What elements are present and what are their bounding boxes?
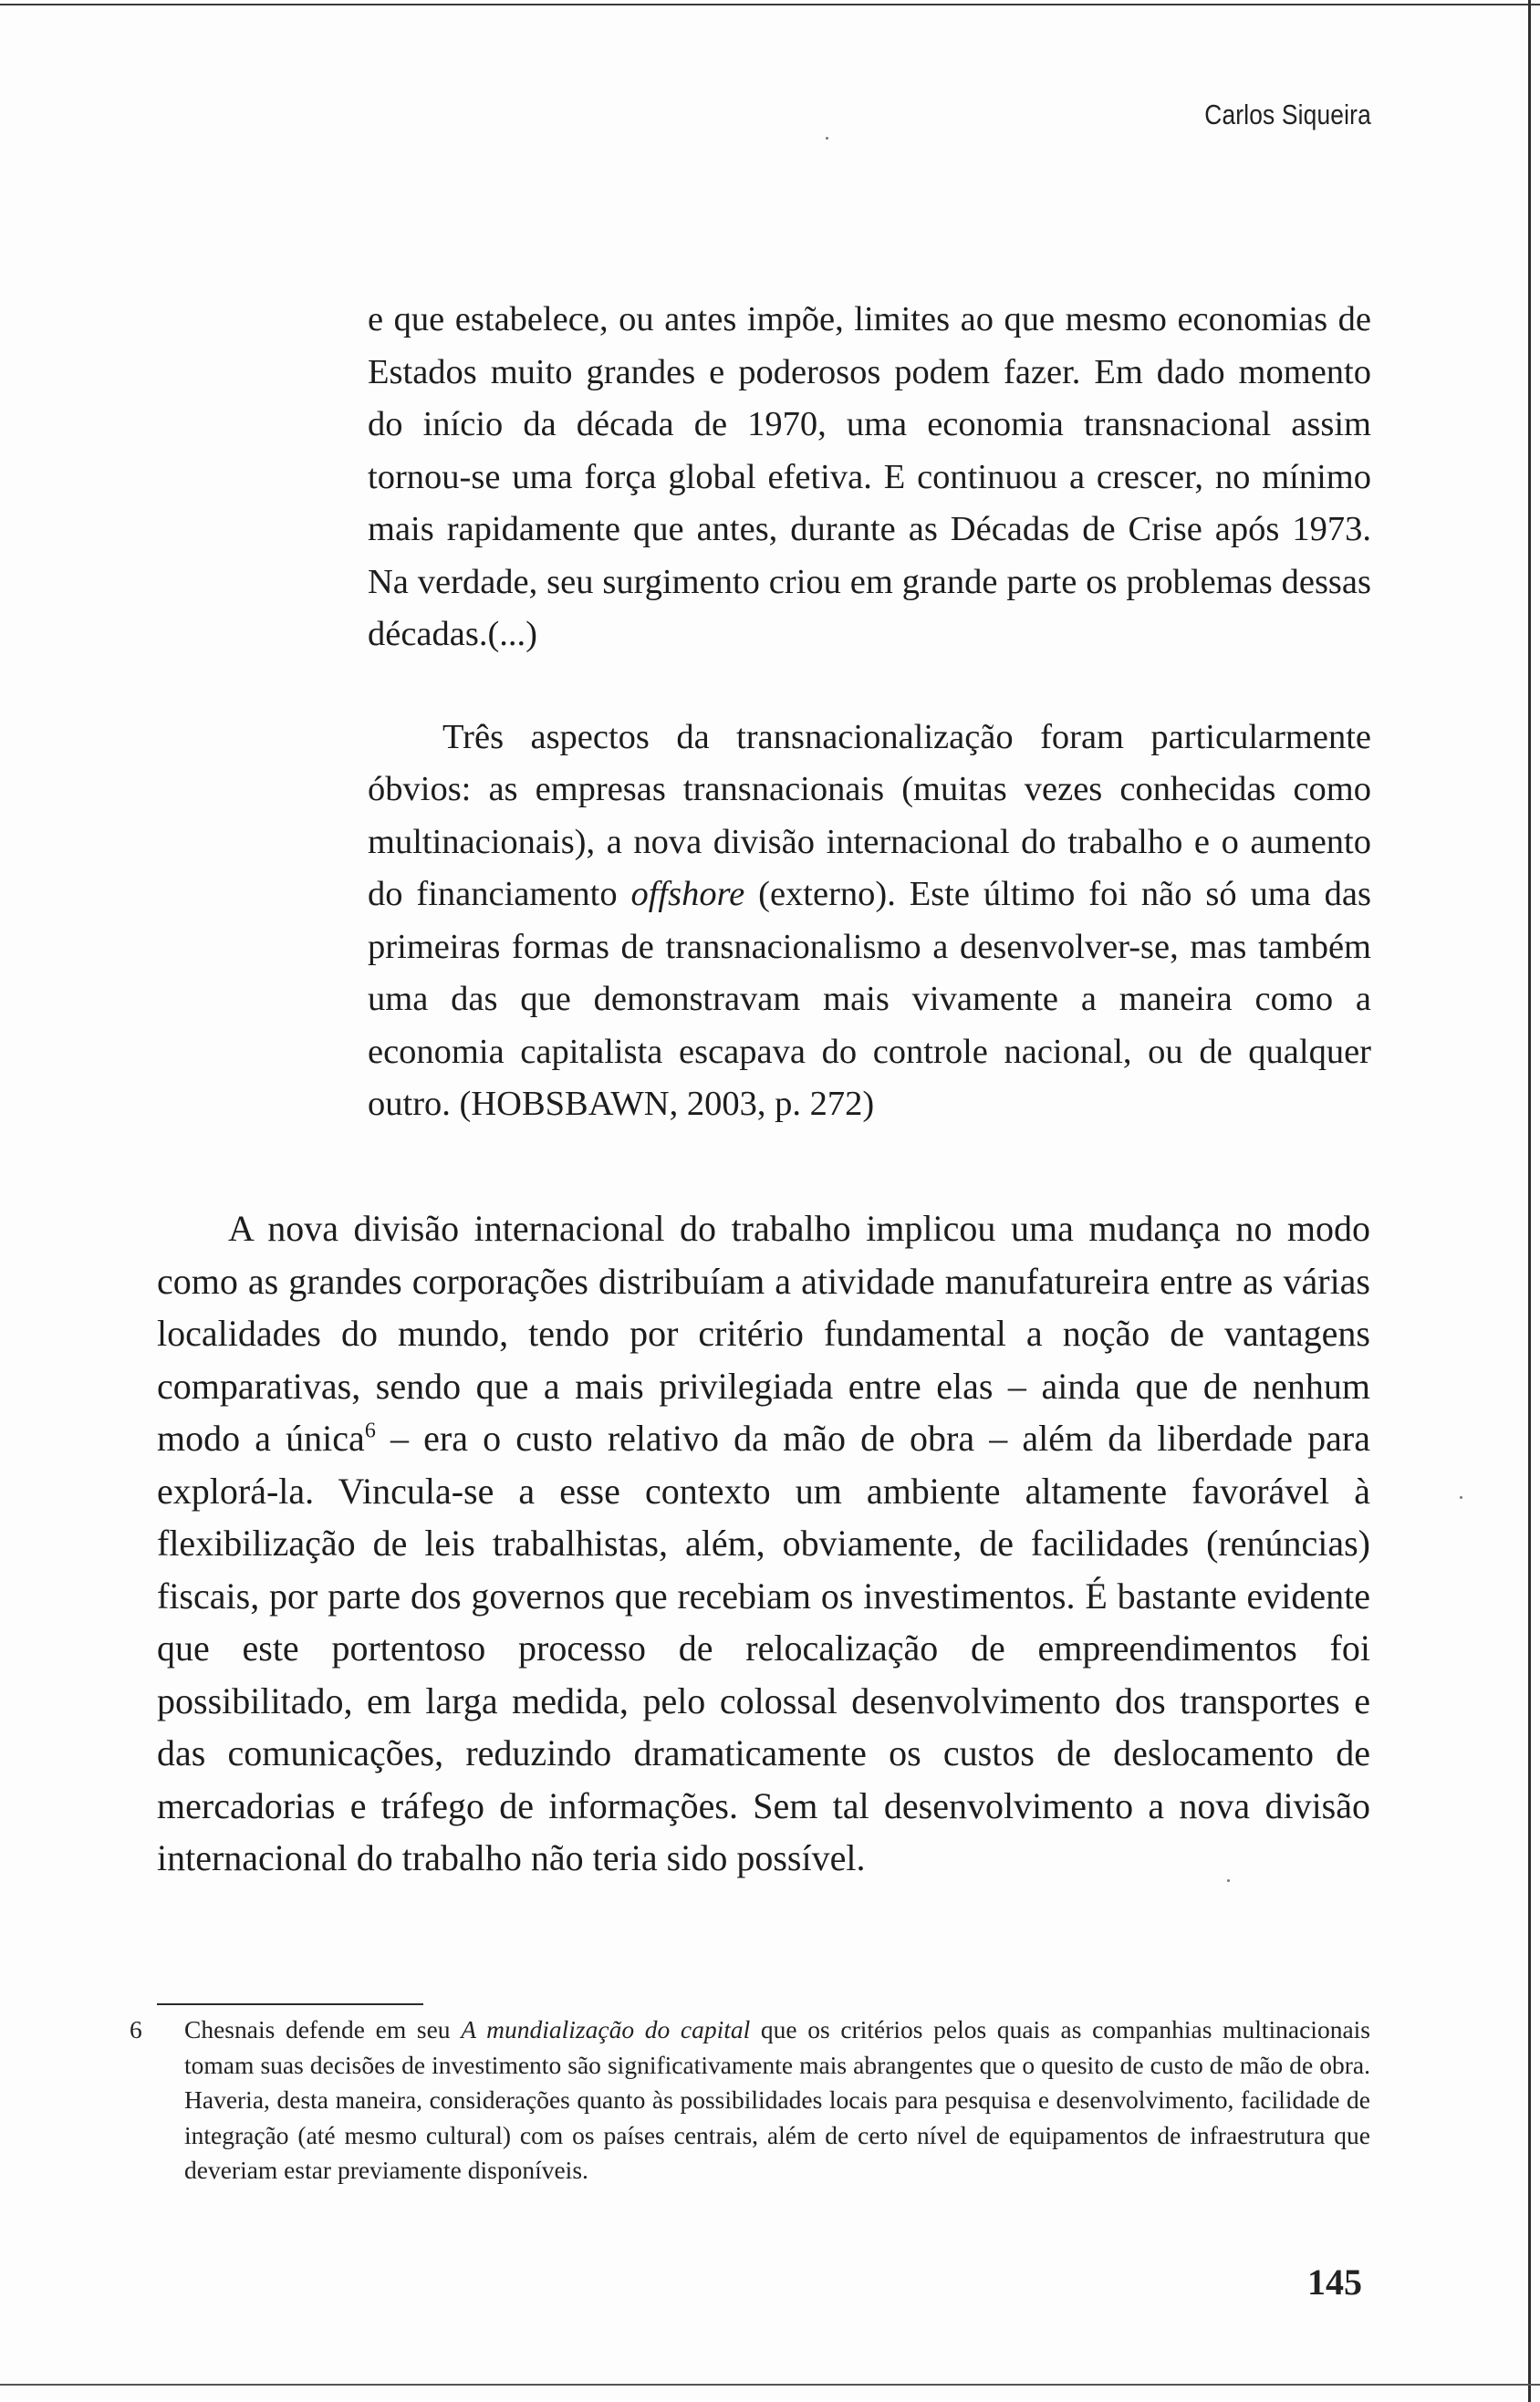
footnote-number: 6 bbox=[130, 2015, 142, 2043]
quote-paragraph-2-end: (externo). Este último foi não só uma das primeiras formas de transnacionalismo a desenvolver-se, mas também uma das que demonstravam mais vivamente a maneira como a economia capitalista escapava do controle nacional, ou de qualquer outro. (HOBSBAWN, 2003, p. 272) bbox=[368, 875, 1371, 1123]
footnote-divider bbox=[157, 2003, 423, 2005]
body-paragraph bbox=[157, 1202, 1370, 1885]
quote-paragraph-2-start: Três aspectos da transnacionalização foram particularmente óbvios: as empresas transnacionais (muitas vezes conhecidas como multinacionais), a nova divisão internacional do trabalho e o aumento do financiamento bbox=[368, 717, 1371, 913]
scan-edge-top bbox=[0, 4, 1540, 5]
footnote-italic-title: A mundialização do capital bbox=[461, 2015, 751, 2043]
scan-edge-right bbox=[1528, 0, 1531, 2402]
scan-edge-bottom bbox=[0, 2384, 1540, 2386]
scan-speck bbox=[826, 137, 828, 140]
scan-speck bbox=[1460, 1496, 1462, 1499]
body-paragraph-start: A nova divisão internacional do trabalho implicou uma mudança no modo como as grandes corporações distribuíam a atividade manufatureira entre as várias localidades do mundo, tendo por critério fundamental a noção de vantagens comparativas, sendo que a mais privilegiada entre elas – ainda que de nenhum modo a única bbox=[157, 1208, 1370, 1459]
block-quote bbox=[368, 294, 1371, 1131]
footnote bbox=[130, 2012, 1370, 2189]
quote-paragraph-1: e que estabelece, ou antes impõe, limites ao que mesmo economias de Estados muito grandes e poderosos podem fazer. Em dado momento do início da década de 1970, uma economia transnacional assim tornou-se uma força global efetiva. E continuou a crescer, no mínimo mais rapidamente que antes, durante as Décadas de Crise após 1973. Na verdade, seu surgimento criou em grande parte os problemas dessas décadas.(...) bbox=[368, 300, 1371, 653]
quote-italic-term: offshore bbox=[630, 875, 745, 913]
running-head: Carlos Siqueira bbox=[1204, 99, 1371, 130]
footnote-text-start: Chesnais defende em seu bbox=[184, 2015, 462, 2043]
quote-paragraph-2 bbox=[368, 712, 1371, 1131]
footnote-reference[interactable]: 6 bbox=[364, 1419, 376, 1443]
footnote-body bbox=[130, 2012, 1370, 2189]
footnote-text-end: que os critérios pelos quais as companhias multinacionais tomam suas decisões de investimento são significativamente mais abrangentes que o quesito de custo de mão de obra. Haveria, desta maneira, considerações quanto às possibilidades locais para pesquisa e desenvolvimento, facilidade de integração (até mesmo cultural) com os países centrais, além de certo nível de equipamentos de infraestrutura que deveriam estar previamente disponíveis. bbox=[184, 2015, 1370, 2184]
page-number: 145 bbox=[1307, 2262, 1362, 2303]
body-paragraph-end: – era o custo relativo da mão de obra – além da liberdade para explorá-la. Vincula-se a esse contexto um ambiente altamente favorável à flexibilização de leis trabalhistas, além, obviamente, de facilidades (renúncias) fiscais, por parte dos governos que recebiam os investimentos. É bastante evidente que este portentoso processo de relocalização de empreendimentos foi possibilitado, em larga medida, pelo colossal desenvolvimento dos transportes e das comunicações, reduzindo dramaticamente os custos de deslocamento de mercadorias e tráfego de informações. Sem tal desenvolvimento a nova divisão internacional do trabalho não teria sido possível. bbox=[157, 1418, 1370, 1878]
